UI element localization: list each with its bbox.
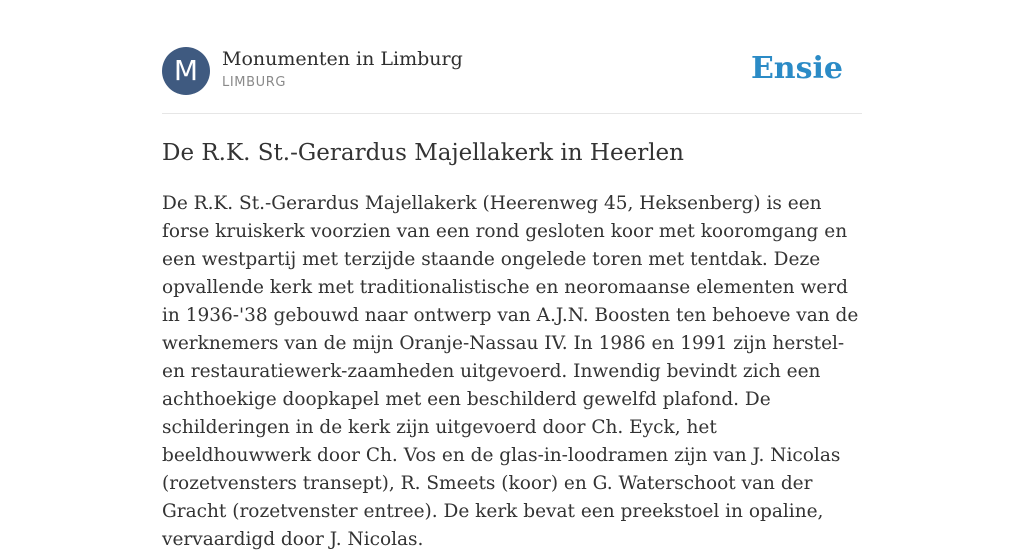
header-divider — [162, 113, 862, 114]
source-category-label[interactable]: LIMBURG — [222, 75, 287, 90]
source-header — [162, 47, 862, 95]
article-body: De R.K. St.-Gerardus Majellakerk (Heerenweg 45, Heksenberg) is een forse kruiskerk voorzien van een rond gesloten koor met kooromgang en een westpartij met terzijde staande ongelede toren met tentdak. Deze opvallende kerk met traditionalistische en neoromaanse elementen werd in 1936-'38 gebouwd naar ontwerp van A.J.N. Boosten ten behoeve van de werknemers van de mijn Oranje-Nassau IV. In 1986 en 1991 zijn herstel- en restauratiewerk-zaamheden uitgevoerd. Inwendig bevindt zich een achthoekige doopkapel met een beschilderd gewelfd plafond. De schilderingen in de kerk zijn uitgevoerd door Ch. Eyck, het beeldhouwwerk door Ch. Vos en de glas-in-loodramen zijn van J. Nicolas (rozetvensters transept), R. Smeets (koor) en G. Waterschoot van der Gracht (rozetvenster entree). De kerk bevat een preekstoel in opaline, vervaardigd door J. Nicolas. — [162, 193, 859, 550]
source-avatar[interactable]: M — [162, 47, 210, 95]
article-title: De R.K. St.-Gerardus Majellakerk in Heerlen — [162, 140, 684, 166]
source-title-link[interactable]: Monumenten in Limburg — [222, 48, 463, 70]
ensie-logo[interactable]: Ensie — [750, 51, 843, 86]
article-card — [162, 0, 862, 550]
